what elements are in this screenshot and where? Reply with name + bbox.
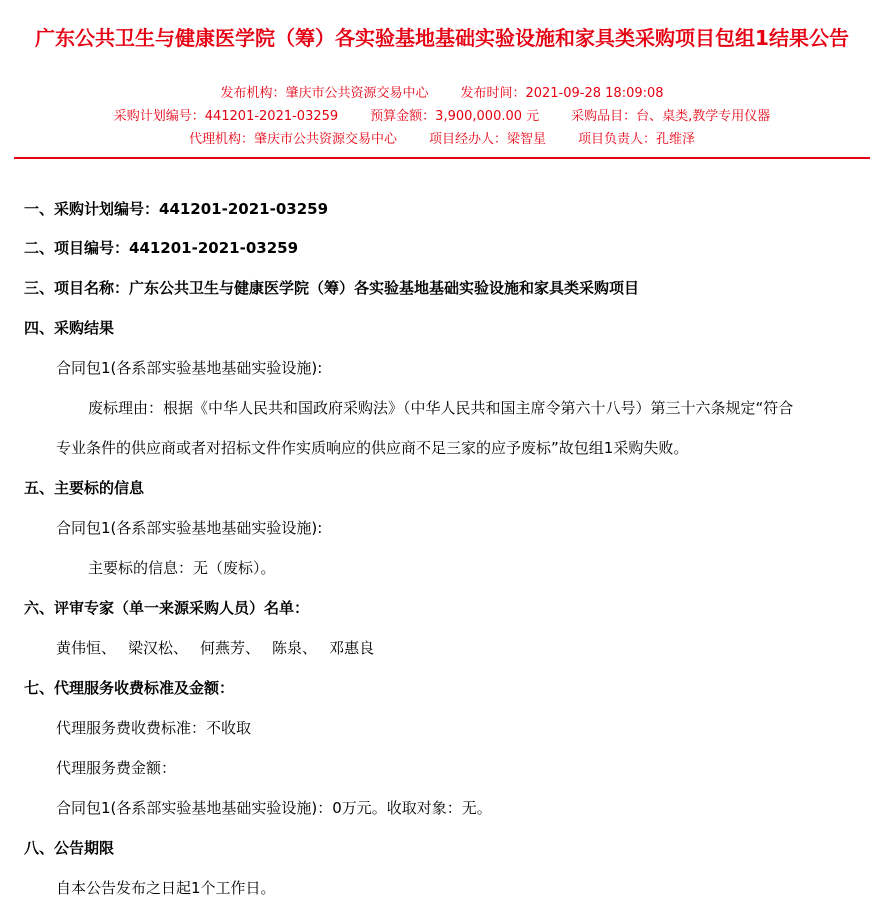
section-main-info-heading: 五、主要标的信息 bbox=[24, 479, 145, 497]
period-text: 自本公告发布之日起1个工作日。 bbox=[56, 879, 276, 897]
expert-list bbox=[56, 637, 374, 658]
expert-name: 黄伟恒、 bbox=[56, 639, 117, 657]
meta-row-3 bbox=[0, 128, 884, 147]
main-info-package: 合同包1(各系部实验基地基础实验设施): bbox=[56, 519, 323, 537]
result-package: 合同包1(各系部实验基地基础实验设施): bbox=[56, 359, 323, 377]
section-result-heading: 四、采购结果 bbox=[24, 319, 115, 337]
section-experts-heading: 六、评审专家（单一来源采购人员）名单： bbox=[24, 599, 310, 617]
fee-standard: 代理服务费收费标准：不收取 bbox=[56, 719, 252, 737]
handler: 项目经办人：梁智星 bbox=[428, 132, 546, 147]
agency: 代理机构：肇庆市公共资源交易中心 bbox=[188, 132, 397, 147]
expert-name: 梁汉松、 bbox=[128, 639, 189, 657]
meta-row-1 bbox=[0, 82, 884, 101]
fee-amount: 代理服务费金额： bbox=[56, 759, 177, 777]
section-project-name: 三、项目名称：广东公共卫生与健康医学院（筹）各实验基地基础实验设施和家具类采购项目 bbox=[24, 279, 640, 297]
manager: 项目负责人：孔维泽 bbox=[578, 132, 696, 147]
section-project-number: 二、项目编号：441201-2021-03259 bbox=[24, 239, 299, 257]
expert-name: 邓惠良 bbox=[329, 639, 375, 657]
budget: 预算金额：3,900,000.00 元 bbox=[370, 109, 540, 124]
category: 采购品目：台、桌类,教学专用仪器 bbox=[571, 109, 771, 124]
header-divider bbox=[14, 157, 870, 159]
section-fee-heading: 七、代理服务收费标准及金额： bbox=[24, 679, 235, 697]
publisher: 发布机构：肇庆市公共资源交易中心 bbox=[220, 86, 429, 101]
expert-name: 陈泉、 bbox=[272, 639, 318, 657]
meta-row-2 bbox=[0, 105, 884, 124]
page-title: 广东公共卫生与健康医学院（筹）各实验基地基础实验设施和家具类采购项目包组1结果公告 bbox=[35, 26, 849, 50]
result-reason-line2: 专业条件的供应商或者对招标文件作实质响应的供应商不足三家的应予废标”故包组1采购失败。 bbox=[56, 439, 689, 457]
section-plan-number: 一、采购计划编号：441201-2021-03259 bbox=[24, 200, 329, 218]
result-reason-line1: 废标理由：根据《中华人民共和国政府采购法》（中华人民共和国主席令第六十八号）第三十六条规定“符合 bbox=[88, 399, 794, 417]
publish-time: 发布时间：2021-09-28 18:09:08 bbox=[460, 86, 664, 101]
plan-number: 采购计划编号：441201-2021-03259 bbox=[113, 109, 339, 124]
section-period-heading: 八、公告期限 bbox=[24, 839, 115, 857]
expert-name: 何燕芳、 bbox=[200, 639, 261, 657]
fee-package: 合同包1(各系部实验基地基础实验设施)：0万元。收取对象：无。 bbox=[56, 799, 492, 817]
main-info-text: 主要标的信息：无（废标）。 bbox=[88, 559, 276, 577]
